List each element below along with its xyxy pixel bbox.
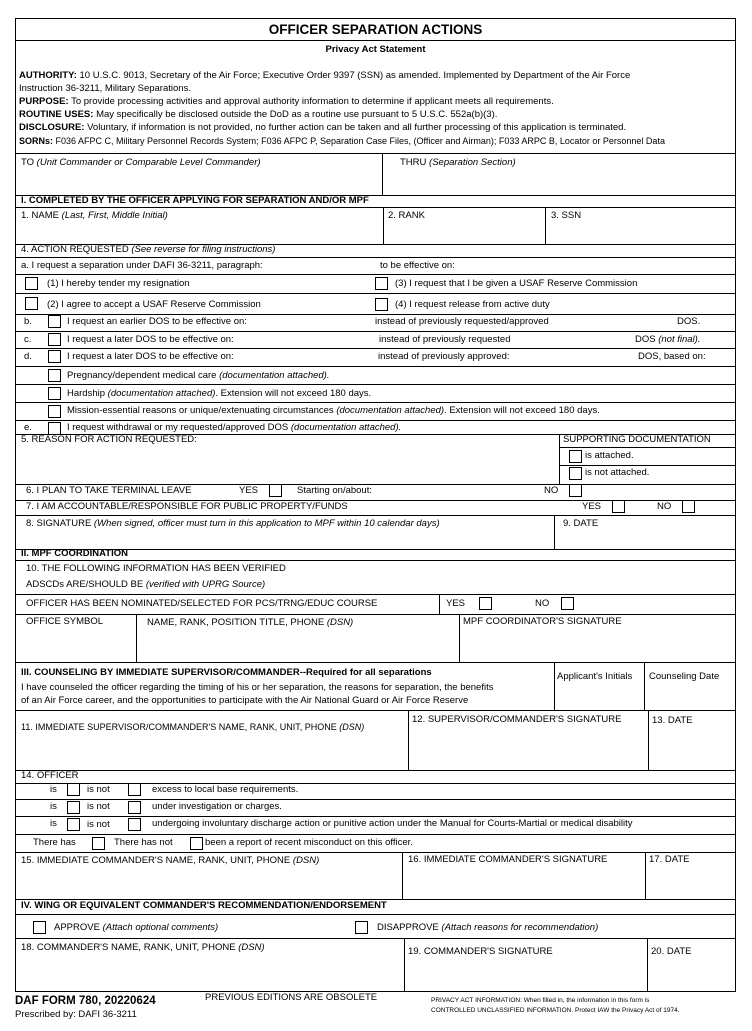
terminal-no-label: NO <box>544 485 559 496</box>
privacy-info-2: CONTROLLED UNCLASSIFIED INFORMATION. Protect IAW the Privacy Act of 1974. <box>431 1007 680 1014</box>
counseling-date-field[interactable]: Counseling Date <box>649 671 720 682</box>
item-d-dos: DOS, based on: <box>638 351 706 362</box>
item-d2-checkbox[interactable] <box>48 387 61 400</box>
item-d-text: I request a later DOS to be effective on: <box>67 351 234 362</box>
to-field[interactable]: TO (Unit Commander or Comparable Level Commander) <box>21 157 261 168</box>
report-text: been a report of recent misconduct on this officer. <box>205 837 413 848</box>
commander-16-signature[interactable]: 16. IMMEDIATE COMMANDER'S SIGNATURE <box>408 854 608 865</box>
ssn-field[interactable]: 3. SSN <box>551 210 582 221</box>
item-c-instead: instead of previously requested <box>379 334 511 345</box>
item-e-letter: e. <box>24 422 32 433</box>
prescribed-by: Prescribed by: DAFI 36-3211 <box>15 1009 137 1020</box>
option-2-label: (2) I agree to accept a USAF Reserve Commission <box>47 299 261 310</box>
commander-19-signature[interactable]: 19. COMMANDER'S SIGNATURE <box>408 946 553 957</box>
item-d-checkbox[interactable] <box>48 350 61 363</box>
row3-is-not-checkbox[interactable] <box>128 818 141 831</box>
date-13-field[interactable]: 13. DATE <box>652 715 693 726</box>
commander-15-field[interactable]: 15. IMMEDIATE COMMANDER'S NAME, RANK, UNIT, PHONE (DSN) <box>21 855 320 866</box>
row3-is: is <box>50 818 57 829</box>
section-2-heading: II. MPF COORDINATION <box>21 548 128 559</box>
routine-uses-line: ROUTINE USES: May specifically be disclosed outside the DoD as a routine use pursuant to 5 U.S.C. 552a(b)(3). <box>19 109 498 120</box>
supervisor-name-field[interactable]: 11. IMMEDIATE SUPERVISOR/COMMANDER'S NAME, RANK, UNIT, PHONE (DSN) <box>21 722 365 732</box>
row1-text: excess to local base requirements. <box>152 784 299 795</box>
item-a-effective: to be effective on: <box>380 260 455 271</box>
item-d-instead: instead of previously approved: <box>378 351 510 362</box>
there-has-not-checkbox[interactable] <box>190 837 203 850</box>
privacy-heading: Privacy Act Statement <box>325 44 426 55</box>
item-d3-checkbox[interactable] <box>48 405 61 418</box>
supervisor-signature-field[interactable]: 12. SUPERVISOR/COMMANDER'S SIGNATURE <box>412 714 622 725</box>
applicant-initials-field[interactable]: Applicant's Initials <box>557 671 633 682</box>
nominated-yes-label: YES <box>446 598 466 609</box>
authority-line: AUTHORITY: 10 U.S.C. 9013, Secretary of the Air Force; Executive Order 9397 (SSN) as amended. Implemented by Department of the Air Force <box>19 70 631 81</box>
option-4-checkbox[interactable] <box>375 298 388 311</box>
row3-is-checkbox[interactable] <box>67 818 80 831</box>
item-d1-checkbox[interactable] <box>48 369 61 382</box>
supporting-doc-label: SUPPORTING DOCUMENTATION <box>563 434 711 445</box>
mpf-name-field[interactable]: NAME, RANK, POSITION TITLE, PHONE (DSN) <box>147 617 354 628</box>
option-1-label: (1) I hereby tender my resignation <box>47 278 190 289</box>
item-d3-text: Mission-essential reasons or unique/extenuating circumstances (documentation attached). Extension will not exceed 180 days. <box>67 405 600 416</box>
item-b-checkbox[interactable] <box>48 315 61 328</box>
not-attached-checkbox[interactable] <box>569 467 582 480</box>
obsolete-notice: PREVIOUS EDITIONS ARE OBSOLETE <box>205 992 378 1003</box>
row2-is-not: is not <box>87 801 110 812</box>
date-17-field[interactable]: 17. DATE <box>649 854 690 865</box>
accountable-no-checkbox[interactable] <box>682 500 695 513</box>
attached-checkbox[interactable] <box>569 450 582 463</box>
office-symbol-field[interactable]: OFFICE SYMBOL <box>26 616 104 627</box>
section-4-heading: IV. WING OR EQUIVALENT COMMANDER'S RECOMMENDATION/ENDORSEMENT <box>21 900 387 911</box>
option-3-label: (3) I request that I be given a USAF Reserve Commission <box>395 278 638 289</box>
privacy-info-1: PRIVACY ACT INFORMATION: When filled in, the information in this form is <box>431 997 650 1004</box>
form-frame <box>15 18 736 992</box>
section-3-heading: III. COUNSELING BY IMMEDIATE SUPERVISOR/COMMANDER--Required for all separations <box>21 667 432 678</box>
approve-checkbox[interactable] <box>33 921 46 934</box>
accountable-yes-checkbox[interactable] <box>612 500 625 513</box>
terminal-no-checkbox[interactable] <box>569 484 582 497</box>
row2-is-not-checkbox[interactable] <box>128 801 141 814</box>
officer-14-label: 14. OFFICER <box>21 770 79 781</box>
disapprove-label: DISAPPROVE (Attach reasons for recommendation) <box>377 922 599 933</box>
item-d-letter: d. <box>24 351 32 362</box>
not-attached-label: is not attached. <box>585 467 650 478</box>
accountable-label: 7. I AM ACCOUNTABLE/RESPONSIBLE FOR PUBLIC PROPERTY/FUNDS <box>26 501 348 512</box>
disapprove-checkbox[interactable] <box>355 921 368 934</box>
section-1-heading: I. COMPLETED BY THE OFFICER APPLYING FOR SEPARATION AND/OR MPF <box>21 195 369 206</box>
thru-field[interactable]: THRU (Separation Section) <box>400 157 516 168</box>
rank-field[interactable]: 2. RANK <box>388 210 425 221</box>
row3-is-not: is not <box>87 819 110 830</box>
item-d1-text: Pregnancy/dependent medical care (documentation attached). <box>67 370 330 381</box>
terminal-yes-checkbox[interactable] <box>269 484 282 497</box>
item-b-dos: DOS. <box>677 316 701 327</box>
item-c-dos: DOS (not final). <box>635 334 701 345</box>
sorns-line: SORNs: F036 AFPC C, Military Personnel Records System; F036 AFPC P, Separation Case Files, (Officer and Airman); F033 ARPC B, Locator or Personnel Data <box>19 136 665 146</box>
item-b-instead: instead of previously requested/approved <box>375 316 549 327</box>
action-requested-label: 4. ACTION REQUESTED (See reverse for filing instructions) <box>21 244 276 255</box>
item-c-letter: c. <box>24 334 32 345</box>
adscds-field[interactable]: ADSCDs ARE/SHOULD BE (verified with UPRG Source) <box>26 579 266 590</box>
verified-label: 10. THE FOLLOWING INFORMATION HAS BEEN VERIFIED <box>26 563 286 574</box>
row2-is: is <box>50 801 57 812</box>
terminal-leave-label: 6. I PLAN TO TAKE TERMINAL LEAVE <box>26 485 192 496</box>
purpose-line: PURPOSE: To provide processing activities and approval authority information to determine if applicant meets all requirements. <box>19 96 554 107</box>
item-a-text: a. I request a separation under DAFI 36-3211, paragraph: <box>21 260 263 271</box>
terminal-starting-label: Starting on/about: <box>297 485 372 496</box>
option-3-checkbox[interactable] <box>375 277 388 290</box>
there-has-checkbox[interactable] <box>92 837 105 850</box>
item-b-text: I request an earlier DOS to be effective on: <box>67 316 247 327</box>
nominated-no-label: NO <box>535 598 550 609</box>
reason-field[interactable]: 5. REASON FOR ACTION REQUESTED: <box>21 434 197 445</box>
name-field[interactable]: 1. NAME (Last, First, Middle Initial) <box>21 210 168 221</box>
option-2-checkbox[interactable] <box>25 297 38 310</box>
item-d2-text: Hardship (documentation attached). Extension will not exceed 180 days. <box>67 388 372 399</box>
date-9-field[interactable]: 9. DATE <box>563 518 599 529</box>
item-e-text: I request withdrawal or my requested/approved DOS (documentation attached). <box>67 422 402 433</box>
row1-is-not: is not <box>87 784 110 795</box>
nominated-no-checkbox[interactable] <box>561 597 574 610</box>
nominated-label: OFFICER HAS BEEN NOMINATED/SELECTED FOR PCS/TRNG/EDUC COURSE <box>26 598 378 609</box>
attached-label: is attached. <box>585 450 634 461</box>
form-title: OFFICER SEPARATION ACTIONS <box>268 22 483 37</box>
row2-text: under investigation or charges. <box>152 801 282 812</box>
authority-line-2: Instruction 36-3211, Military Separations. <box>19 83 191 94</box>
option-4-label: (4) I request release from active duty <box>395 299 550 310</box>
option-1-checkbox[interactable] <box>25 277 38 290</box>
commander-18-field[interactable]: 18. COMMANDER'S NAME, RANK, UNIT, PHONE (DSN) <box>21 942 265 953</box>
mpf-coordinator-signature[interactable]: MPF COORDINATOR'S SIGNATURE <box>463 616 622 627</box>
accountable-yes-label: YES <box>582 501 602 512</box>
date-20-field[interactable]: 20. DATE <box>651 946 692 957</box>
item-b-letter: b. <box>24 316 32 327</box>
row3-text: undergoing involuntary discharge action or punitive action under the Manual for Courts-Martial or medical disability <box>152 818 633 829</box>
terminal-yes-label: YES <box>239 485 259 496</box>
disclosure-line: DISCLOSURE: Voluntary, if information is not provided, no further action can be taken and all further processing of this application is terminated. <box>19 122 627 133</box>
item-c-checkbox[interactable] <box>48 333 61 346</box>
item-c-text: I request a later DOS to be effective on: <box>67 334 234 345</box>
there-has-label: There has <box>33 837 76 848</box>
row1-is: is <box>50 784 57 795</box>
row2-is-checkbox[interactable] <box>67 801 80 814</box>
counseling-text-1: I have counseled the officer regarding the timing of his or her separation, the reasons for separation, the benefits <box>21 682 494 693</box>
approve-label: APPROVE (Attach optional comments) <box>54 922 219 933</box>
counseling-text-2: of an Air Force career, and the opportunities to participate with the Air National Guard or Air Force Reserve <box>21 695 469 706</box>
there-has-not-label: There has not <box>114 837 173 848</box>
signature-field[interactable]: 8. SIGNATURE (When signed, officer must turn in this application to MPF within 10 calendar days) <box>26 518 440 529</box>
nominated-yes-checkbox[interactable] <box>479 597 492 610</box>
form-number: DAF FORM 780, 20220624 <box>15 995 156 1007</box>
row1-is-not-checkbox[interactable] <box>128 783 141 796</box>
row1-is-checkbox[interactable] <box>67 783 80 796</box>
accountable-no-label: NO <box>657 501 672 512</box>
